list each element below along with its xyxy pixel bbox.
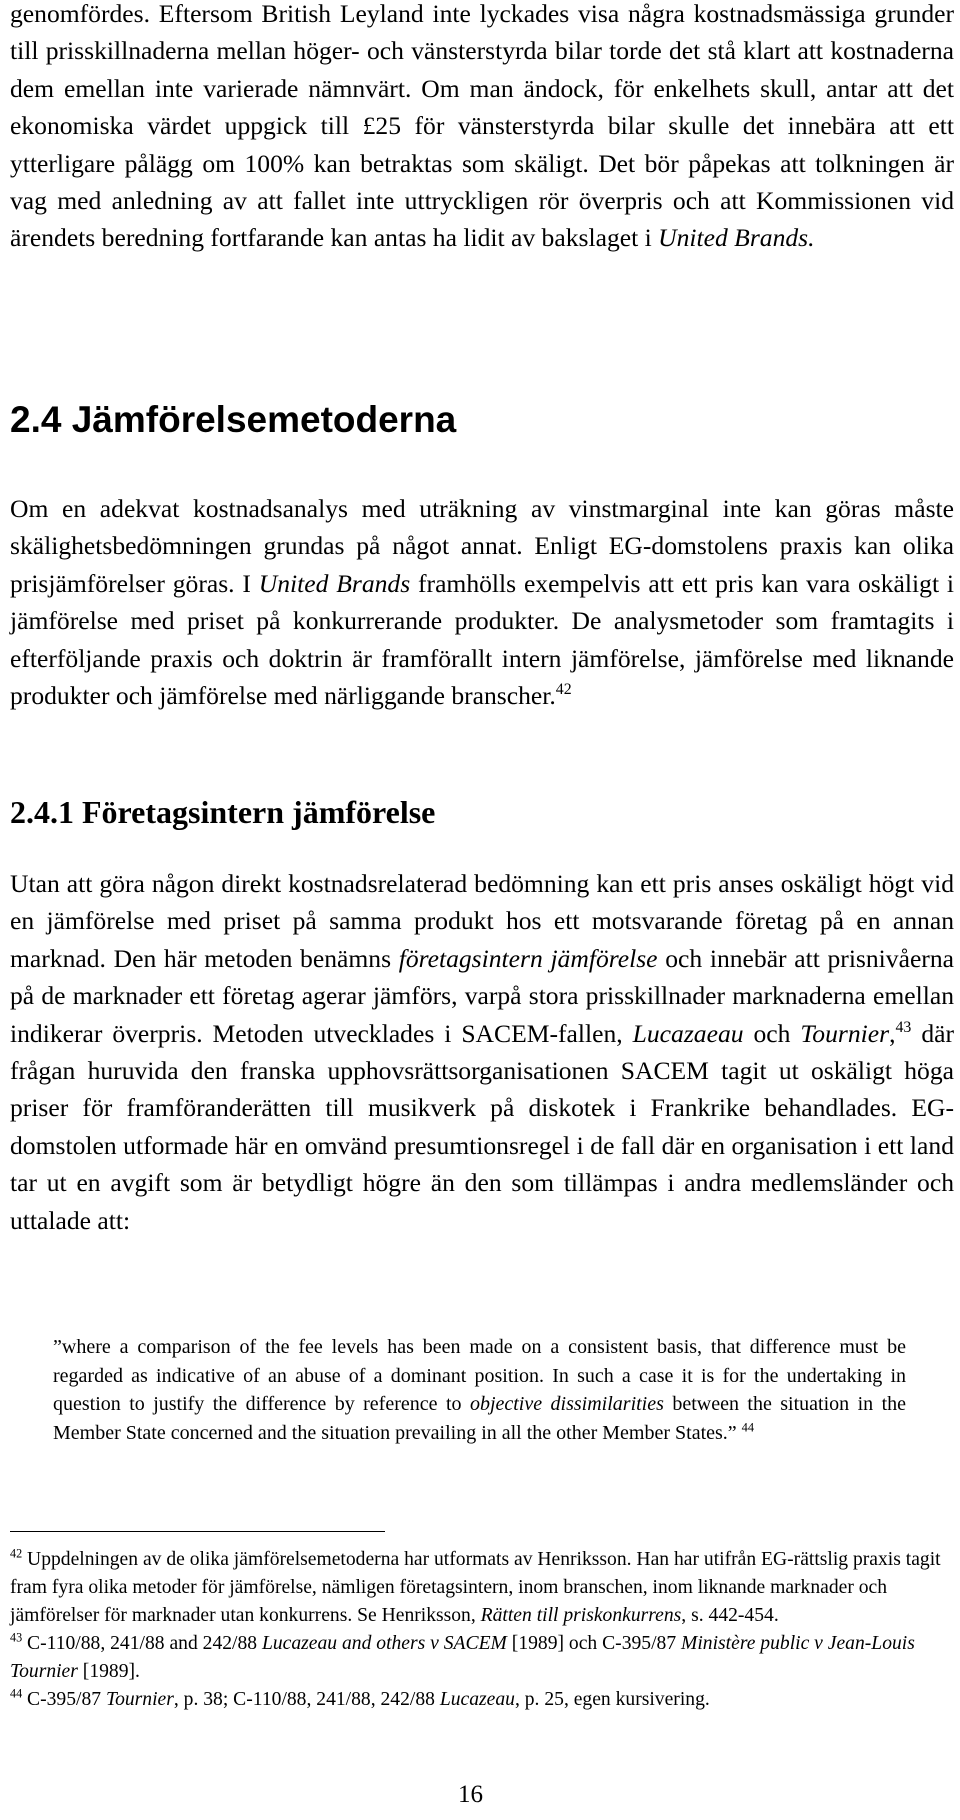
italic-case-name: Lucazeau and others v SACEM [261, 1633, 507, 1654]
text-run: framhölls exempelvis att ett pris kan vara oskäligt i jämförelse med priset på konkurrerande produkter. De analysmetoder som framtagits i efterföljande praxis och doktrin är framförallt intern jämförelse, jämförelse med liknande produkter och jämförelse med närliggande branscher. [10, 568, 954, 711]
footnote-number: 42 [10, 1546, 23, 1561]
text-run: , s. 442-454. [681, 1605, 779, 1626]
italic-case-name: Tournier [800, 1018, 890, 1048]
text-run: , p. 25, egen kursivering. [514, 1689, 710, 1710]
footnotes [10, 1546, 954, 1714]
italic-case-name: Lucazaeau [632, 1018, 744, 1048]
text-run: Utan att göra någon direkt kostnadsrelaterad bedömning kan ett pris anses oskäligt högt vid en jämförelse med priset på samma produkt hos ett motsvarande företag på en annan marknad. Den här metoden benämns [10, 869, 954, 973]
italic-title: Rätten till priskonkurrens [480, 1605, 682, 1626]
italic-case-name: Tournier [105, 1689, 174, 1710]
italic-case-name: Ministère public v Jean-Louis Tournier [10, 1633, 915, 1682]
subsection-heading: 2.4.1 Företagsintern jämförelse [10, 794, 436, 830]
text-run: Uppdelningen av de olika jämförelsemetoderna har utformats av Henriksson. Han har utifrån EG-rättslig praxis tagit fram fyra olika metoder för jämförelse, nämligen företagsintern, inom branschen, inom liknande marknader och jämförelser för marknader utan konkurrens. Se Henriksson, [10, 1549, 941, 1626]
text-run: genomfördes. Eftersom British Leyland inte lyckades visa några kostnadsmässiga grunder till prisskillnaderna mellan höger- och vänsterstyrda bilar torde det stå klart att kostnaderna dem emellan inte varierade nämnvärt. Om man ändock, för enkelhets skull, antar att det ekonomiska värdet uppgick till £25 för vänsterstyrda bilar skulle det innebära att ett ytterligare pålägg om 100% kan betraktas som skäligt. Det bör påpekas att tolkningen är vag med anledning av att fallet inte uttryckligen rör överpris och att Kommissionen vid ärendets beredning fortfarande kan antas ha lidit av bakslaget i [10, 0, 954, 253]
body-paragraph-jamforelsemetoderna [10, 490, 954, 714]
text-run: och [743, 1018, 801, 1048]
italic-term: objective dissimilarities [469, 1393, 664, 1416]
text-run: C-110/88, 241/88 and 242/88 [22, 1633, 262, 1654]
footnote-reference: 42 [555, 681, 572, 699]
body-paragraph-foretagsintern [10, 865, 954, 1239]
text-run: [1989] och C-395/87 [506, 1633, 682, 1654]
footnote-reference: 43 [895, 1018, 912, 1036]
footnote-number: 43 [10, 1630, 23, 1645]
text-run: och innebär att prisnivåerna på de marknader ett företag agerar jämförs, varpå stora prisskillnader marknaderna emellan indikerar överpris. Metoden utvecklades i SACEM-fallen, [10, 943, 954, 1048]
footnote-43 [10, 1630, 954, 1686]
section-heading: 2.4 Jämförelsemetoderna [10, 399, 457, 440]
italic-case-name: Lucazeau [439, 1689, 515, 1710]
text-run: Om en adekvat kostnadsanalys med uträkning av vinstmarginal inte kan göras måste skälighetsbedömningen grundas på något annat. Enligt EG-domstolens praxis kan olika prisjämförelser göras. I [10, 494, 954, 598]
footnote-number: 44 [10, 1686, 23, 1701]
footnote-42 [10, 1546, 954, 1630]
text-run: C-395/87 [22, 1689, 106, 1710]
text-run: between the situation in the Member State concerned and the situation prevailing in all the other Member States.” [53, 1393, 907, 1444]
text-run: där frågan huruvida den franska upphovsrättsorganisationen SACEM tagit ut oskäligt höga priser för framföranderätten till musikverk på diskotek i Frankrike behandlades. EG-domstolen utformade här en omvänd presumtionsregel i de fall där en organisation i ett land tar ut en avgift som är betydligt högre än den som tillämpas i andra medlemsländer och uttalade att: [10, 1018, 954, 1235]
page-number: 16 [458, 1781, 483, 1808]
italic-case-name: United Brands [258, 568, 411, 598]
footnote-44 [10, 1686, 954, 1714]
text-run: , [889, 1018, 896, 1048]
body-paragraph-british-leyland [10, 0, 954, 257]
italic-case-name: United Brands. [658, 223, 815, 253]
text-run: , p. 38; C-110/88, 241/88, 242/88 [173, 1689, 440, 1710]
text-run: ”where a comparison of the fee levels has been made on a consistent basis, that difference must be regarded as indicative of an abuse of a dominant position. In such a case it is for the undertaking in question to justify the difference by reference to [53, 1336, 906, 1416]
footnote-reference: 44 [741, 1420, 755, 1435]
block-quote [53, 1333, 906, 1447]
italic-term: företagsintern jämförelse [398, 943, 658, 973]
footnote-separator [10, 1531, 385, 1532]
text-run: [1989]. [77, 1661, 140, 1682]
